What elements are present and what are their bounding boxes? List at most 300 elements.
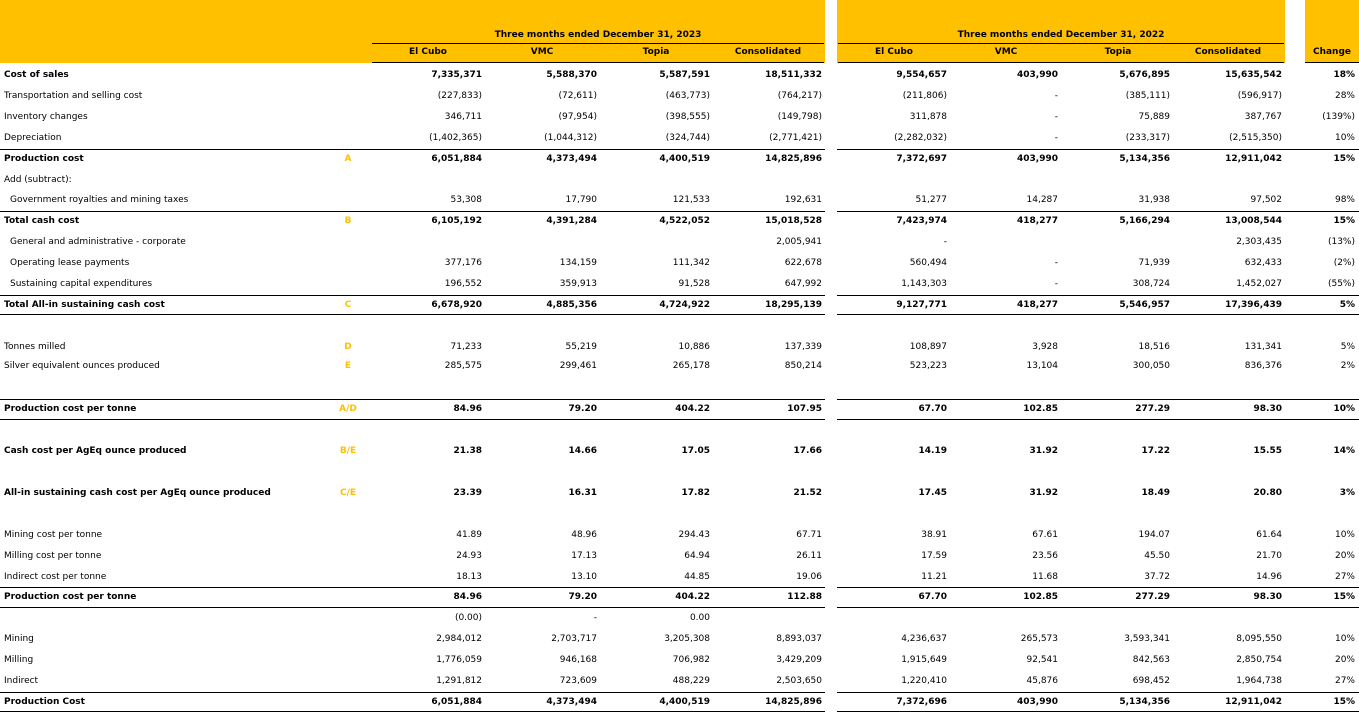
- table-row: [0, 235, 1359, 250]
- cell-value: 51,277: [915, 195, 947, 205]
- cell-value: 17.22: [1141, 446, 1170, 456]
- cell-value: 91,528: [678, 279, 710, 289]
- cell-value: 15,018,528: [765, 216, 822, 226]
- cell-value: 18,511,332: [765, 70, 822, 80]
- cell-value: 67.70: [918, 592, 947, 602]
- cell-value: 26.11: [796, 551, 822, 561]
- cell-value: 2,850,754: [1236, 655, 1282, 665]
- table-row: [0, 173, 1359, 188]
- table-row: [0, 340, 1359, 355]
- table-row: [0, 193, 1359, 208]
- cell-value: 17.66: [793, 446, 822, 456]
- table-row: [0, 110, 1359, 125]
- row-label: Inventory changes: [4, 112, 88, 122]
- cell-value: (72,611): [558, 91, 597, 101]
- rule-above-prod-per-tonne: [0, 399, 825, 400]
- cell-change: 5%: [1340, 342, 1355, 352]
- cell-value: 418,277: [1017, 216, 1058, 226]
- cell-value: 196,552: [444, 279, 482, 289]
- table-row: [0, 152, 1359, 167]
- table-row: [0, 653, 1359, 668]
- table-row: [0, 570, 1359, 585]
- rule-below-aisc: [0, 314, 825, 315]
- cell-value: 137,339: [784, 342, 822, 352]
- row-label: Mining: [4, 634, 34, 644]
- cell-value: 387,767: [1244, 112, 1282, 122]
- rule-above-production-cost-2022: [837, 149, 1359, 150]
- col-2023-vmc: VMC: [530, 47, 554, 57]
- cell-value: 12,911,042: [1225, 697, 1282, 707]
- col-2023-el-cubo: El Cubo: [408, 47, 447, 57]
- rule-above-aisc-2022: [837, 295, 1359, 296]
- cell-value: -: [1054, 112, 1058, 122]
- row-label: Tonnes milled: [4, 342, 66, 352]
- cell-value: 359,913: [559, 279, 597, 289]
- cell-value: 45,876: [1026, 676, 1058, 686]
- cell-value: (211,806): [902, 91, 947, 101]
- cell-value: 1,143,303: [901, 279, 947, 289]
- period-2023-title: Three months ended December 31, 2023: [494, 30, 702, 40]
- cell-value: 7,335,371: [431, 70, 482, 80]
- cell-value: 4,400,519: [659, 697, 710, 707]
- cell-value: 488,229: [672, 676, 710, 686]
- table-row: [0, 68, 1359, 83]
- cell-value: 14,825,896: [765, 697, 822, 707]
- row-label: Operating lease payments: [10, 258, 130, 268]
- cell-value: (463,773): [665, 91, 710, 101]
- cell-change: 10%: [1334, 530, 1355, 540]
- rule-below-prod-per-tonne-2: [0, 607, 825, 608]
- table-row: [0, 695, 1359, 710]
- cell-value: 31,938: [1138, 195, 1170, 205]
- table-row: [0, 277, 1359, 292]
- cell-change: 10%: [1333, 404, 1355, 414]
- cell-value: 23.56: [1032, 551, 1058, 561]
- cell-value: 1,964,738: [1236, 676, 1282, 686]
- cell-value: 17,790: [565, 195, 597, 205]
- row-label: Milling cost per tonne: [4, 551, 102, 561]
- cell-value: 79.20: [568, 592, 597, 602]
- cell-value: 53,308: [450, 195, 482, 205]
- cell-value: 111,342: [672, 258, 710, 268]
- cell-value: 194.07: [1138, 530, 1170, 540]
- cell-value: (227,833): [437, 91, 482, 101]
- row-ref: B: [344, 216, 352, 226]
- cell-value: (764,217): [777, 91, 822, 101]
- cell-value: 192,631: [784, 195, 822, 205]
- cell-value: 4,885,356: [546, 300, 597, 310]
- cell-value: 37.72: [1144, 572, 1170, 582]
- cell-change: (139%): [1322, 112, 1355, 122]
- cell-value: 622,678: [784, 258, 822, 268]
- cell-value: 11.68: [1032, 572, 1058, 582]
- cell-value: 2,703,717: [551, 634, 597, 644]
- cell-change: 15%: [1333, 154, 1355, 164]
- rule-above-prod-per-tonne-2-2022: [837, 587, 1359, 588]
- cell-value: 10,886: [678, 342, 710, 352]
- cell-value: 4,236,637: [901, 634, 947, 644]
- cell-change: 10%: [1334, 133, 1355, 143]
- table-row: [0, 444, 1359, 459]
- cell-value: 5,166,294: [1119, 216, 1170, 226]
- period-2023-underline: [372, 43, 824, 44]
- cell-value: 71,233: [450, 342, 482, 352]
- cell-value: 84.96: [453, 404, 482, 414]
- cell-value: 14,825,896: [765, 154, 822, 164]
- rule-above-prod-per-tonne-2022: [837, 399, 1359, 400]
- row-label: All-in sustaining cash cost per AgEq ounce produced: [4, 488, 271, 498]
- cell-value: (385,111): [1125, 91, 1170, 101]
- rule-below-aisc-2022: [837, 314, 1359, 315]
- col-change: Change: [1312, 47, 1352, 57]
- cell-value: 4,724,922: [659, 300, 710, 310]
- header-bottom-rule-change: [1305, 62, 1359, 63]
- cell-value: 112.88: [787, 592, 822, 602]
- cell-value: 3,928: [1032, 342, 1058, 352]
- cell-value: 277.29: [1135, 592, 1170, 602]
- cell-value: 2,303,435: [1236, 237, 1282, 247]
- cell-value: 15.55: [1253, 446, 1282, 456]
- table-row: [0, 89, 1359, 104]
- cell-value: 18.13: [456, 572, 482, 582]
- row-label: Mining cost per tonne: [4, 530, 103, 540]
- cell-value: (324,744): [665, 133, 710, 143]
- row-ref: E: [344, 361, 352, 371]
- cell-value: 5,134,356: [1119, 697, 1170, 707]
- cell-value: 12,911,042: [1225, 154, 1282, 164]
- cell-value: 84.96: [453, 592, 482, 602]
- cell-value: 102.85: [1023, 592, 1058, 602]
- cell-value: 5,134,356: [1119, 154, 1170, 164]
- cell-change: 14%: [1333, 446, 1355, 456]
- cell-value: 1,776,059: [436, 655, 482, 665]
- cell-change: 15%: [1333, 697, 1355, 707]
- cell-change: 5%: [1339, 300, 1355, 310]
- cell-value: 131,341: [1244, 342, 1282, 352]
- cell-value: -: [1054, 258, 1058, 268]
- row-label: Add (subtract):: [4, 175, 72, 185]
- col-2022-el-cubo: El Cubo: [874, 47, 913, 57]
- row-label: Total All-in sustaining cash cost: [4, 300, 165, 310]
- cell-value: 75,889: [1138, 112, 1170, 122]
- row-label: General and administrative - corporate: [10, 237, 186, 247]
- cell-value: 6,105,192: [431, 216, 482, 226]
- cell-value: 108,897: [909, 342, 947, 352]
- cell-value: 0.00: [689, 613, 710, 623]
- cell-change: 2%: [1340, 361, 1355, 371]
- cell-value: -: [1054, 91, 1058, 101]
- cell-value: 55,219: [565, 342, 597, 352]
- cell-change: 27%: [1334, 572, 1355, 582]
- cell-value: 13,008,544: [1225, 216, 1282, 226]
- cell-value: 265,178: [672, 361, 710, 371]
- cell-value: 14,287: [1026, 195, 1058, 205]
- cell-value: 647,992: [784, 279, 822, 289]
- cell-change: 10%: [1334, 634, 1355, 644]
- cell-change: 3%: [1339, 488, 1355, 498]
- cell-value: 5,546,957: [1119, 300, 1170, 310]
- cell-value: 1,291,812: [436, 676, 482, 686]
- cell-value: 277.29: [1135, 404, 1170, 414]
- cell-value: 19.06: [796, 572, 822, 582]
- col-2022-topia: Topia: [1104, 47, 1132, 57]
- table-row: [0, 298, 1359, 313]
- cell-value: 7,372,696: [896, 697, 947, 707]
- cell-value: 5,676,895: [1119, 70, 1170, 80]
- cell-value: (2,515,350): [1229, 133, 1282, 143]
- col-2023-topia: Topia: [642, 47, 670, 57]
- cell-value: (97,954): [558, 112, 597, 122]
- table-row: [0, 549, 1359, 564]
- rule-below-prod-per-tonne-2022: [837, 419, 1359, 420]
- cell-value: 1,452,027: [1236, 279, 1282, 289]
- col-2023-consolidated: Consolidated: [734, 47, 802, 57]
- row-ref: C/E: [339, 488, 357, 498]
- cell-value: 294.43: [678, 530, 710, 540]
- rule-below-production-cost-total-2022: [837, 711, 1359, 712]
- row-ref: B/E: [339, 446, 357, 456]
- cell-value: 79.20: [568, 404, 597, 414]
- cell-value: 17.13: [571, 551, 597, 561]
- rule-above-prod-per-tonne-2: [0, 587, 825, 588]
- cell-value: 6,051,884: [431, 154, 482, 164]
- cell-value: 64.94: [684, 551, 710, 561]
- cell-value: 308,724: [1132, 279, 1170, 289]
- cell-change: 15%: [1333, 216, 1355, 226]
- cell-value: 7,372,697: [896, 154, 947, 164]
- cell-value: (1,402,365): [429, 133, 482, 143]
- rule-below-production-cost-total: [0, 711, 825, 712]
- cell-value: 8,095,550: [1236, 634, 1282, 644]
- cell-value: 98.30: [1253, 404, 1282, 414]
- cell-change: (55%): [1327, 279, 1355, 289]
- cell-value: 285,575: [444, 361, 482, 371]
- cell-value: 38.91: [921, 530, 947, 540]
- cell-value: 71,939: [1138, 258, 1170, 268]
- cell-value: 299,461: [559, 361, 597, 371]
- cell-value: 102.85: [1023, 404, 1058, 414]
- cell-value: (1,044,312): [544, 133, 597, 143]
- cell-value: 6,678,920: [431, 300, 482, 310]
- rule-above-total-cash-cost-2022: [837, 211, 1359, 212]
- cell-value: 404.22: [675, 592, 710, 602]
- cell-change: 20%: [1334, 551, 1355, 561]
- cell-value: 20.80: [1253, 488, 1282, 498]
- table-row: [0, 611, 1359, 626]
- table-row: [0, 359, 1359, 374]
- cell-value: 842,563: [1132, 655, 1170, 665]
- header-bottom-rule-2023: [372, 62, 824, 63]
- cell-change: 27%: [1334, 676, 1355, 686]
- table-row: [0, 632, 1359, 647]
- cell-value: 265,573: [1020, 634, 1058, 644]
- cell-value: 404.22: [675, 404, 710, 414]
- cell-value: 8,893,037: [776, 634, 822, 644]
- cell-value: 48.96: [571, 530, 597, 540]
- cell-value: 67.61: [1032, 530, 1058, 540]
- rule-above-aisc: [0, 295, 825, 296]
- table-row: [0, 256, 1359, 271]
- cell-value: 61.64: [1256, 530, 1282, 540]
- cell-value: 418,277: [1017, 300, 1058, 310]
- cell-value: 300,050: [1132, 361, 1170, 371]
- row-label: Transportation and selling cost: [4, 91, 143, 101]
- cell-value: 311,878: [909, 112, 947, 122]
- cell-value: 4,373,494: [546, 154, 597, 164]
- cell-value: 3,429,209: [776, 655, 822, 665]
- cell-value: -: [593, 613, 597, 623]
- cell-value: 5,587,591: [659, 70, 710, 80]
- cell-value: 706,982: [672, 655, 710, 665]
- cell-value: 836,376: [1244, 361, 1282, 371]
- cell-value: 2,503,650: [776, 676, 822, 686]
- row-label: Government royalties and mining taxes: [10, 195, 189, 205]
- cell-value: 121,533: [672, 195, 710, 205]
- rule-below-prod-per-tonne: [0, 419, 825, 420]
- row-label: Production cost per tonne: [4, 592, 137, 602]
- table-row: [0, 590, 1359, 605]
- cell-value: (2,282,032): [894, 133, 947, 143]
- cell-value: 67.70: [918, 404, 947, 414]
- cell-value: 18,516: [1138, 342, 1170, 352]
- cell-value: (2,771,421): [769, 133, 822, 143]
- cell-value: 3,593,341: [1124, 634, 1170, 644]
- row-label: Production cost: [4, 154, 84, 164]
- col-2022-consolidated: Consolidated: [1194, 47, 1262, 57]
- cell-value: 403,990: [1017, 154, 1058, 164]
- rule-above-total-cash-cost: [0, 211, 825, 212]
- cell-value: 3,205,308: [664, 634, 710, 644]
- period-2022-title: Three months ended December 31, 2022: [957, 30, 1165, 40]
- row-ref: D: [344, 342, 352, 352]
- cell-change: (2%): [1333, 258, 1355, 268]
- col-2022-vmc: VMC: [994, 47, 1018, 57]
- rule-above-production-cost-total: [0, 692, 825, 693]
- row-label: Silver equivalent ounces produced: [4, 361, 160, 371]
- cell-value: 16.31: [568, 488, 597, 498]
- cell-value: 946,168: [559, 655, 597, 665]
- cell-value: 21.52: [793, 488, 822, 498]
- cell-value: 698,452: [1132, 676, 1170, 686]
- cell-value: 850,214: [784, 361, 822, 371]
- cell-value: 134,159: [559, 258, 597, 268]
- cell-value: 14.66: [568, 446, 597, 456]
- cell-change: 18%: [1333, 70, 1355, 80]
- cell-change: 28%: [1334, 91, 1355, 101]
- cell-value: 5,588,370: [546, 70, 597, 80]
- cell-value: 14.96: [1256, 572, 1282, 582]
- cell-change: (13%): [1327, 237, 1355, 247]
- cell-value: 31.92: [1029, 488, 1058, 498]
- cell-value: 17.45: [918, 488, 947, 498]
- row-label: Cost of sales: [4, 70, 69, 80]
- cell-value: (149,798): [777, 112, 822, 122]
- cell-change: 15%: [1333, 592, 1355, 602]
- row-label: Production cost per tonne: [4, 404, 137, 414]
- cell-value: (398,555): [665, 112, 710, 122]
- cell-value: 41.89: [456, 530, 482, 540]
- cell-value: 9,127,771: [896, 300, 947, 310]
- rule-below-prod-per-tonne-2-2022: [837, 607, 1359, 608]
- cell-value: 97,502: [1250, 195, 1282, 205]
- row-ref: A: [344, 154, 352, 164]
- cell-value: 346,711: [444, 112, 482, 122]
- cell-value: 18,295,139: [765, 300, 822, 310]
- cell-value: 24.93: [456, 551, 482, 561]
- cell-value: 44.85: [684, 572, 710, 582]
- cell-value: 17,396,439: [1225, 300, 1282, 310]
- rule-above-production-cost: [0, 149, 825, 150]
- cell-value: 92,541: [1026, 655, 1058, 665]
- row-ref: C: [344, 300, 352, 310]
- cell-value: 31.92: [1029, 446, 1058, 456]
- cell-value: 23.39: [453, 488, 482, 498]
- cell-change: 98%: [1334, 195, 1355, 205]
- cell-value: 9,554,657: [896, 70, 947, 80]
- table-row: [0, 214, 1359, 229]
- cell-value: 723,609: [559, 676, 597, 686]
- row-label: Milling: [4, 655, 34, 665]
- cell-value: 403,990: [1017, 697, 1058, 707]
- cell-value: 14.19: [918, 446, 947, 456]
- cell-value: 98.30: [1253, 592, 1282, 602]
- table-row: [0, 131, 1359, 146]
- cell-value: 7,423,974: [896, 216, 947, 226]
- cell-value: (0.00): [454, 613, 482, 623]
- cell-value: 17.05: [681, 446, 710, 456]
- cell-value: 21.38: [453, 446, 482, 456]
- cell-value: 21.70: [1256, 551, 1282, 561]
- row-label: Production Cost: [4, 697, 85, 707]
- cell-value: 17.59: [921, 551, 947, 561]
- cell-value: 4,400,519: [659, 154, 710, 164]
- table-row: [0, 674, 1359, 689]
- header-bottom-rule-2022: [838, 62, 1284, 63]
- cell-value: 107.95: [787, 404, 822, 414]
- cell-change: 20%: [1334, 655, 1355, 665]
- cell-value: 1,915,649: [901, 655, 947, 665]
- cell-value: 4,522,052: [659, 216, 710, 226]
- cell-value: -: [1054, 279, 1058, 289]
- cell-value: 560,494: [909, 258, 947, 268]
- cell-value: 632,433: [1244, 258, 1282, 268]
- cell-value: 523,223: [909, 361, 947, 371]
- cell-value: 13.10: [571, 572, 597, 582]
- row-label: Indirect cost per tonne: [4, 572, 107, 582]
- cell-value: 45.50: [1144, 551, 1170, 561]
- cell-value: 403,990: [1017, 70, 1058, 80]
- cell-value: 377,176: [444, 258, 482, 268]
- cell-value: 4,391,284: [546, 216, 597, 226]
- cell-value: 2,984,012: [436, 634, 482, 644]
- cell-value: 6,051,884: [431, 697, 482, 707]
- cell-value: 4,373,494: [546, 697, 597, 707]
- period-2022-underline: [838, 43, 1284, 44]
- row-label: Cash cost per AgEq ounce produced: [4, 446, 187, 456]
- cell-value: 1,220,410: [901, 676, 947, 686]
- cell-value: 2,005,941: [776, 237, 822, 247]
- table-row: [0, 486, 1359, 501]
- cell-value: 15,635,542: [1225, 70, 1282, 80]
- table-row: [0, 402, 1359, 417]
- cell-value: 67.71: [796, 530, 822, 540]
- row-label: Total cash cost: [4, 216, 80, 226]
- cell-value: (596,917): [1237, 91, 1282, 101]
- cell-value: (233,317): [1125, 133, 1170, 143]
- cell-value: 11.21: [921, 572, 947, 582]
- table-row: [0, 528, 1359, 543]
- row-label: Indirect: [4, 676, 39, 686]
